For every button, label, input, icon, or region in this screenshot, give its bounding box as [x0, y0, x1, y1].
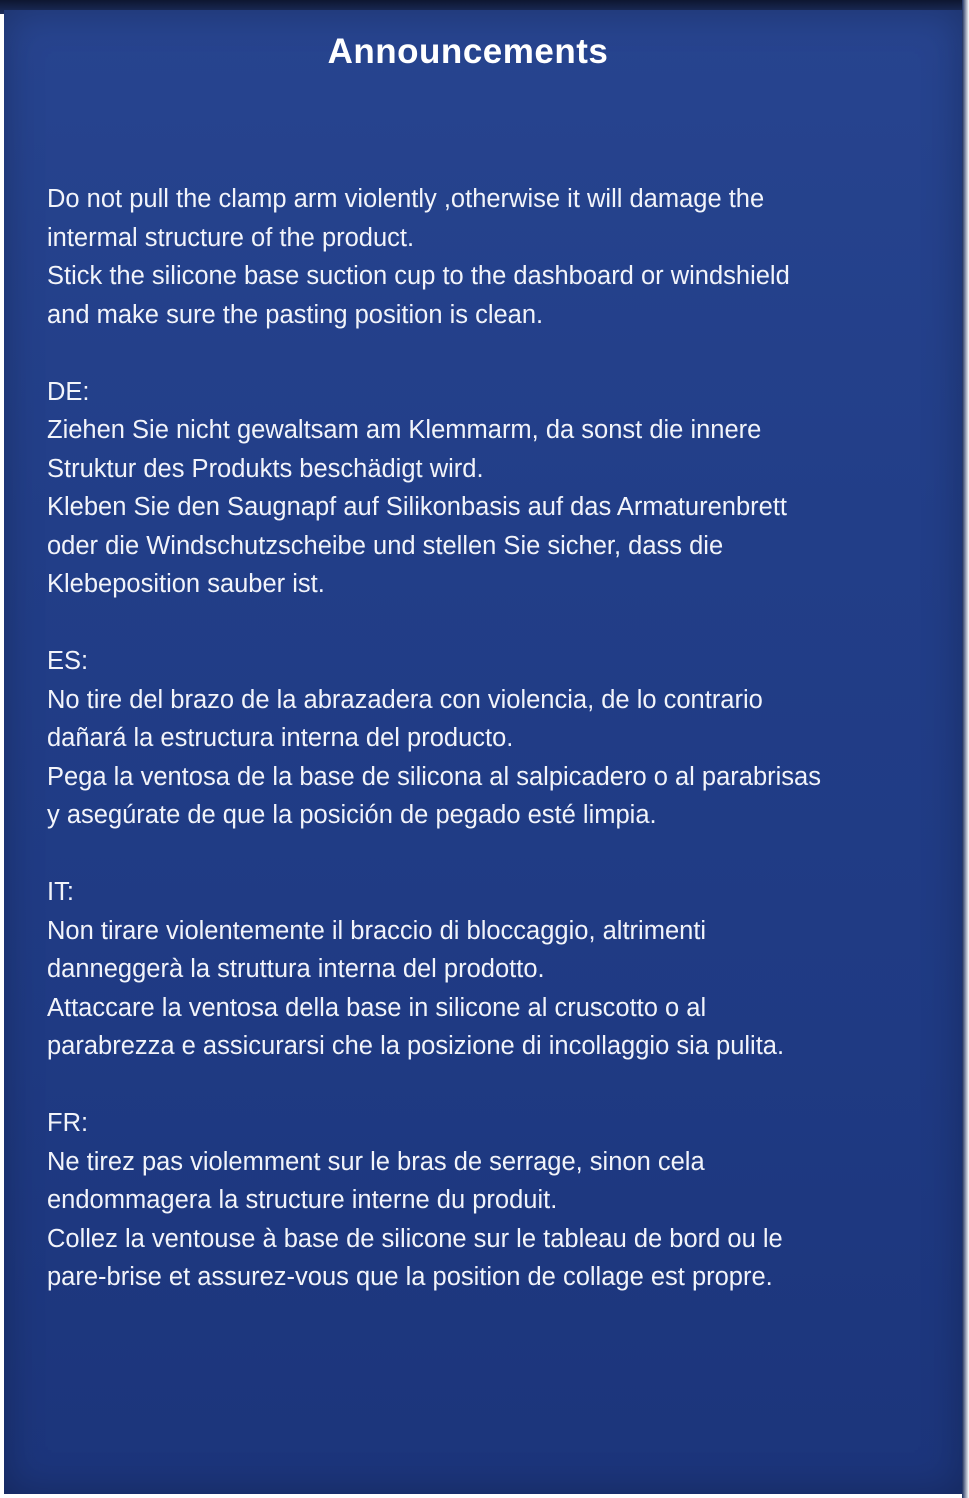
section-en [47, 180, 947, 334]
text-line: intermal structure of the product. [47, 223, 415, 252]
section-header-es: ES: [47, 647, 89, 675]
text-line: Do not pull the clamp arm violently ,otherwise it will damage the [47, 185, 765, 213]
section-fr [47, 1104, 947, 1297]
text-line: Kleben Sie den Saugnapf auf Silikonbasis auf das Armaturenbrett [47, 493, 787, 521]
text-line: No tire del brazo de la abrazadera con violencia, de lo contrario [47, 685, 763, 714]
text-line: and make sure the pasting position is clean. [47, 300, 544, 329]
text-line: endommagera la structure interne du produit. [47, 1186, 558, 1214]
text-line: parabrezza e assicurarsi che la posizione di incollaggio sia pulita. [47, 1032, 785, 1060]
section-header-fr: FR: [47, 1109, 89, 1137]
text-line: Attaccare la ventosa della base in silicone al cruscotto o al [47, 993, 707, 1022]
text-line: Ziehen Sie nicht gewaltsam am Klemmarm, da sonst die innere [47, 416, 762, 444]
section-header-it: IT: [47, 878, 74, 906]
text-line: Struktur des Produkts beschädigt wird. [47, 454, 484, 483]
text-line: Non tirare violentemente il braccio di bloccaggio, altrimenti [47, 916, 707, 945]
text-line: y asegúrate de que la posición de pegado esté limpia. [47, 801, 657, 829]
box-side-edge [962, 0, 969, 1498]
announcement-content [47, 180, 947, 1335]
section-it [47, 873, 947, 1066]
text-line: Stick the silicone base suction cup to the dashboard or windshield [47, 262, 790, 290]
section-header-de: DE: [47, 377, 90, 406]
text-line: Ne tirez pas violemment sur le bras de serrage, sinon cela [47, 1147, 705, 1176]
text-line: Klebeposition sauber ist. [47, 570, 325, 598]
section-es [47, 642, 947, 835]
section-de [47, 373, 947, 604]
text-line: Collez la ventouse à base de silicone sur le tableau de bord ou le [47, 1224, 783, 1253]
text-line: pare-brise et assurez-vous que la position de collage est propre. [47, 1263, 773, 1291]
text-line: dañará la estructura interna del producto. [47, 724, 514, 752]
page-title: Announcements [327, 32, 609, 71]
text-line: oder die Windschutzscheibe und stellen Sie sicher, dass die [47, 531, 724, 560]
text-line: danneggerà la struttura interna del prodotto. [47, 955, 545, 983]
text-line: Pega la ventosa de la base de silicona al salpicadero o al parabrisas [47, 762, 821, 791]
